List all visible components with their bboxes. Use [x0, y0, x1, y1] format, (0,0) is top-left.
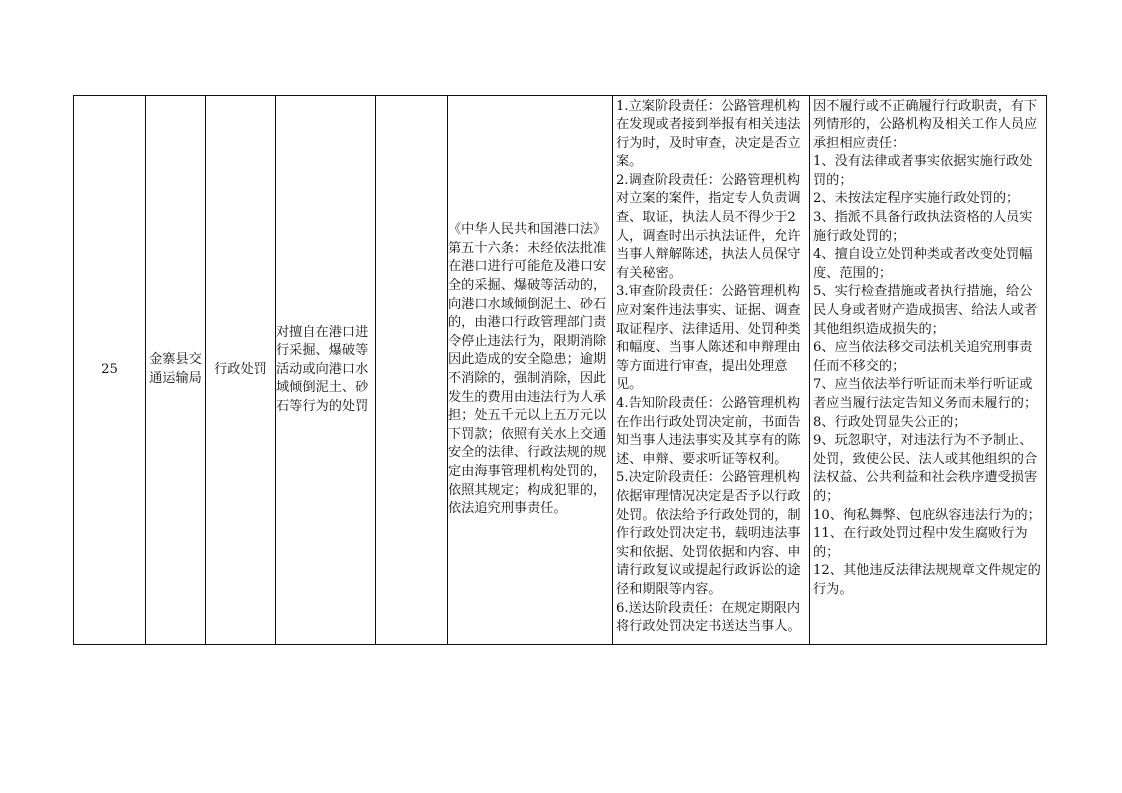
liability-cell: [810, 96, 1047, 645]
liability-item: 1、没有法律或者事实依据实施行政处罚的；: [813, 154, 1033, 188]
responsibility-item: 6.送达阶段责任：在规定期限内将行政处罚决定书送达当事人。: [616, 600, 801, 635]
power-list-table: [73, 95, 1047, 645]
responsibility-list: [613, 97, 809, 644]
responsibility-cell: [613, 96, 810, 645]
responsibility-item: 5.决定阶段责任：公路管理机构依据审理情况决定是否予以行政处罚。依法给予行政处罚的，制作行政处罚决定书，载明违法事实和依据、处罚依据和内容、申请行政复议或提起行政诉讼的途径和期限等内容。: [616, 470, 801, 597]
liability-list: [810, 97, 1046, 644]
liability-item: 10、徇私舞弊、包庇纵容违法行为的；: [813, 507, 1041, 523]
category-cell: 行政处罚: [206, 96, 276, 645]
responsibility-item: 2.调查阶段责任：公路管理机构对立案的案件，指定专人负责调查、取证，执法人员不得少于2人，调查时出示执法证件，允许当事人辩解陈述，执法人员保守有关秘密。: [616, 172, 801, 281]
organization-cell: 金寨县交通运输局: [146, 96, 206, 645]
liability-item: 7、应当依法举行听证而未举行听证或者应当履行法定告知义务而未履行的；: [813, 377, 1038, 411]
row-number: 25: [74, 96, 146, 645]
liability-item: 12、其他违反法律法规规章文件规定的行为。: [813, 563, 1041, 597]
table-row: [74, 96, 1047, 645]
liability-item: 9、玩忽职守，对违法行为不予制止、处罚，致使公民、法人或其他组织的合法权益、公共利益和社会秩序遭受损害的；: [813, 433, 1038, 504]
sub-item-cell: [376, 96, 448, 645]
liability-item: 6、应当依法移交司法机关追究刑事责任而不移交的；: [813, 340, 1033, 374]
liability-item: 8、行政处罚显失公正的；: [813, 414, 967, 430]
liability-item: 4、擅自设立处罚种类或者改变处罚幅度、范围的；: [813, 247, 1033, 281]
liability-item: 11、在行政处罚过程中发生腐败行为的；: [813, 526, 1028, 560]
item-name-cell: 对擅自在港口进行采掘、爆破等活动或向港口水域倾倒泥土、砂石等行为的处罚: [276, 96, 376, 645]
responsibility-item: 3.审查阶段责任：公路管理机构应对案件违法事实、证据、调查取证程序、法律适用、处罚种类和幅度、当事人陈述和申辩理由等方面进行审查，提出处理意见。: [616, 284, 801, 393]
liability-item: 2、未按法定程序实施行政处罚的；: [813, 191, 1020, 207]
responsibility-item: 1.立案阶段责任：公路管理机构在发现或者接到举报有相关违法行为时，及时审查，决定是否立案。: [616, 98, 801, 170]
liability-item: 因不履行或不正确履行行政职责，有下列情形的，公路机构及相关工作人员应承担相应责任：: [813, 98, 1038, 151]
liability-item: 5、实行检查措施或者执行措施，给公民人身或者财产造成损害、给法人或者其他组织造成损失的；: [813, 284, 1038, 337]
responsibility-item: 4.告知阶段责任：公路管理机构在作出行政处罚决定前，书面告知当事人违法事实及其享有的陈述、申辩、要求听证等权利。: [616, 396, 801, 467]
liability-item: 3、指派不具备行政执法资格的人员实施行政处罚的；: [813, 210, 1033, 244]
legal-basis-cell: 《中华人民共和国港口法》 第五十六条：未经依法批准在港口进行可能危及港口安全的采掘、爆破等活动的，向港口水域倾倒泥土、砂石的，由港口行政管理部门责令停止违法行为，限期消除因此造成的安全隐患；逾期不消除的，强制消除，因此发生的费用由违法行为人承担；处五千元以上五万元以下罚款；依照有关水上交通安全的法律、行政法规的规定由海事管理机构处罚的，依照其规定；构成犯罪的，依法追究刑事责任。: [448, 96, 613, 645]
